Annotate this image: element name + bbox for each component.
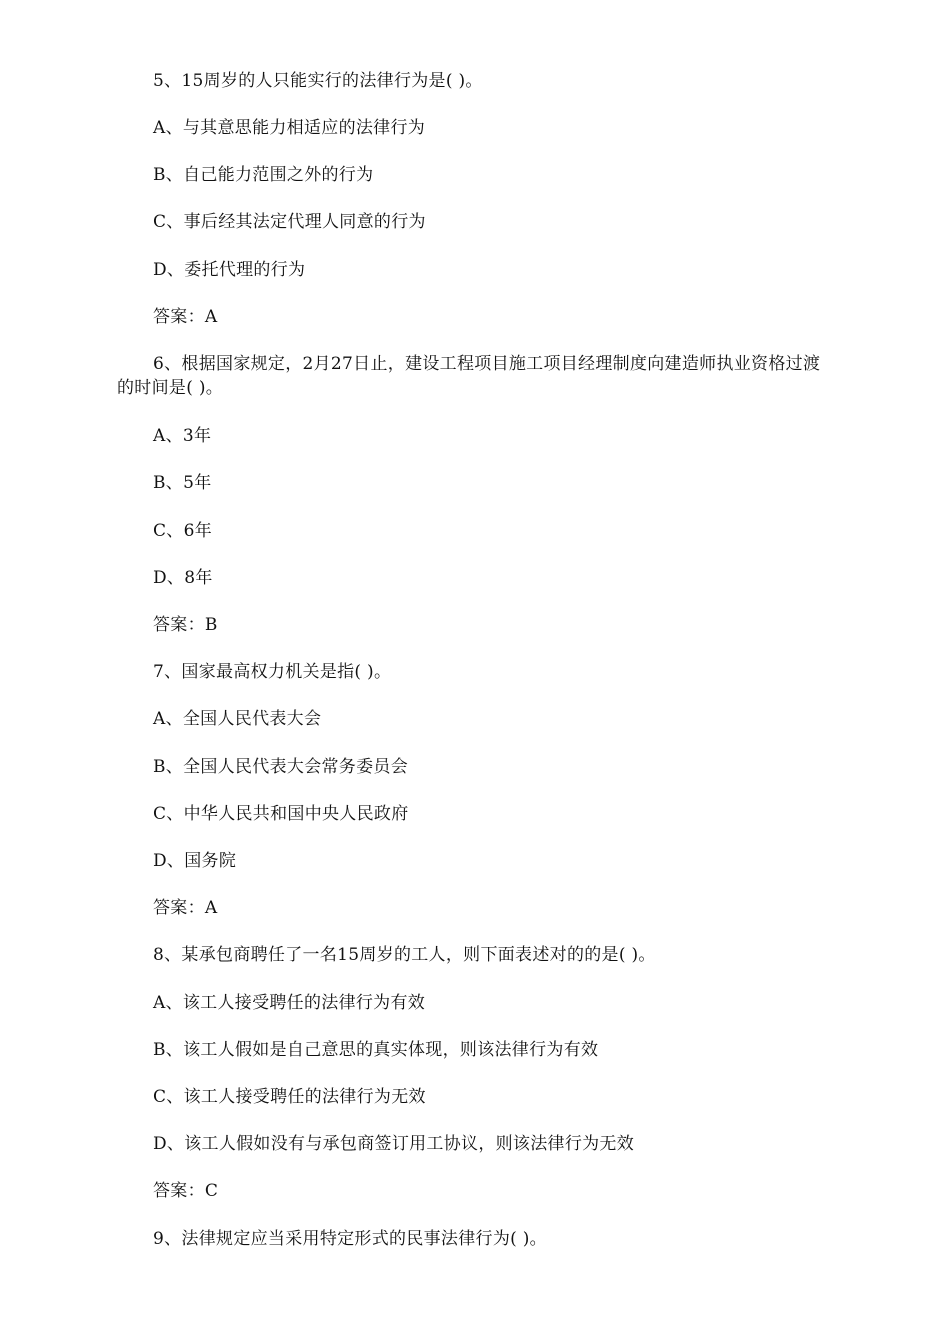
question-6-option-d: D、8年 (153, 568, 213, 588)
question-7-option-d: D、国务院 (153, 851, 237, 871)
question-5-answer: 答案：A (153, 307, 218, 327)
question-5-option-c: C、事后经其法定代理人同意的行为 (153, 212, 426, 232)
question-6-option-b: B、5年 (153, 473, 212, 493)
question-6-option-c: C、6年 (153, 521, 213, 541)
question-7-option-b: B、全国人民代表大会常务委员会 (153, 757, 408, 777)
question-8-option-c: C、该工人接受聘任的法律行为无效 (153, 1087, 426, 1107)
question-6-stem: 6、根据国家规定，2月27日止，建设工程项目施工项目经理制度向建造师执业资格过渡的时间是( )。 (117, 354, 821, 398)
question-7-option-a: A、全国人民代表大会 (153, 709, 322, 729)
question-8-answer: 答案：C (153, 1181, 219, 1201)
question-7-answer: 答案：A (153, 898, 218, 918)
question-7-option-c: C、中华人民共和国中央人民政府 (153, 804, 409, 824)
question-8-stem: 8、某承包商聘任了一名15周岁的工人，则下面表述对的的是( )。 (153, 945, 656, 965)
question-6-answer: 答案：B (153, 615, 218, 635)
question-8-option-a: A、该工人接受聘任的法律行为有效 (153, 993, 426, 1013)
question-9-stem: 9、法律规定应当采用特定形式的民事法律行为( )。 (153, 1229, 547, 1249)
question-5-option-d: D、委托代理的行为 (153, 260, 306, 280)
question-5-option-a: A、与其意思能力相适应的法律行为 (153, 118, 426, 138)
question-5-stem: 5、15周岁的人只能实行的法律行为是( )。 (153, 71, 483, 91)
question-7-stem: 7、国家最高权力机关是指( )。 (153, 662, 392, 682)
question-5-option-b: B、自己能力范围之外的行为 (153, 165, 374, 185)
question-6-option-a: A、3年 (153, 426, 212, 446)
question-8-option-d: D、该工人假如没有与承包商签订用工协议，则该法律行为无效 (153, 1134, 635, 1154)
question-8-option-b: B、该工人假如是自己意思的真实体现，则该法律行为有效 (153, 1040, 599, 1060)
